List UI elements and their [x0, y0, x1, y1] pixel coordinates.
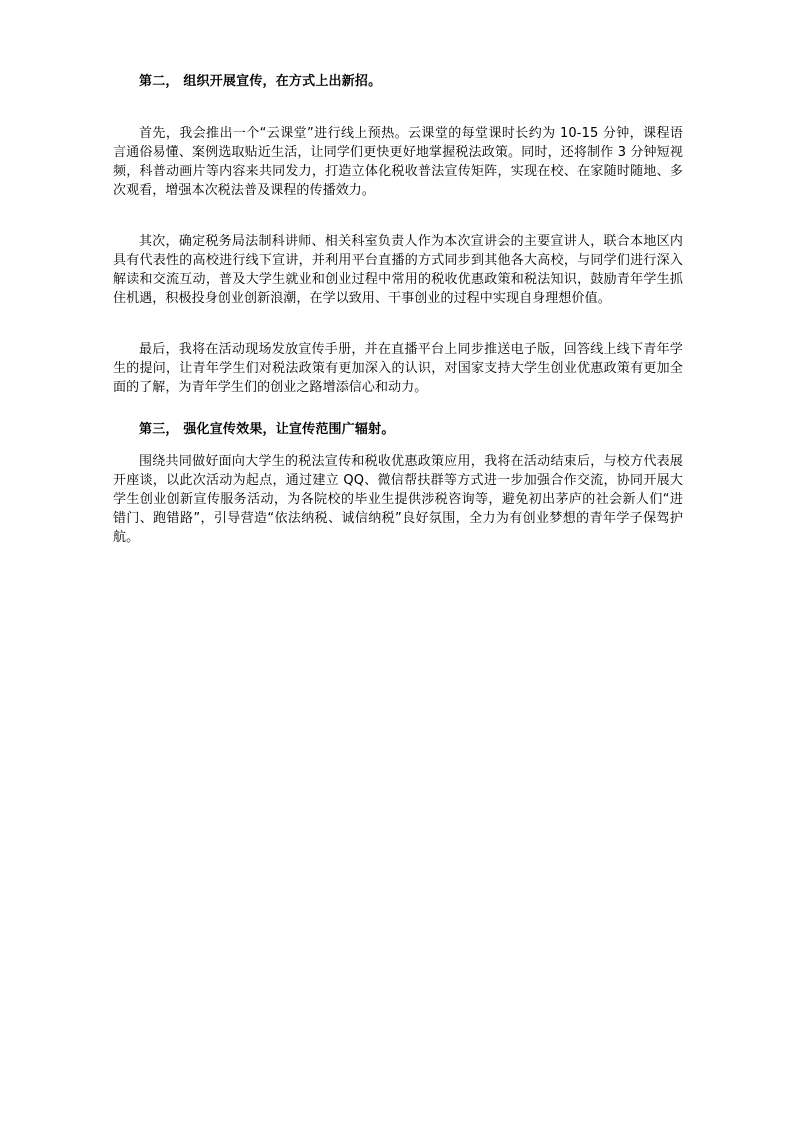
paragraph-cloud-classroom: 首先，我会推出一个“云课堂”进行线上预热。云课堂的每堂课时长约为 10-15 分钟，课程语言通俗易懂、案例选取贴近生活，让同学们更快更好地掌握税法政策。同时，还将制作 3 分钟短视频，科普动画片等内容来共同发力，打造立体化税收普法宣传矩阵，实现在校、在家随时随地、多次观看，增强本次税法普及课程的传播效力。 — [113, 126, 683, 198]
paragraph-offline-lectures: 其次，确定税务局法制科讲师、相关科室负责人作为本次宣讲会的主要宣讲人，联合本地区内具有代表性的高校进行线下宣讲，并利用平台直播的方式同步到其他各大高校，与同学们进行深入解读和交流互动，普及大学生就业和创业过程中常用的税收优惠政策和税法知识，鼓励青年学生抓住机遇，积极投身创业创新浪潮，在学以致用、干事创业的过程中实现自身理想价值。 — [113, 234, 683, 306]
spacer — [113, 440, 683, 452]
section-heading-3: 第三， 强化宣传效果，让宣传范围广辐射。 — [139, 422, 395, 437]
spacer — [113, 308, 683, 340]
section-heading-2: 第二， 组织开展宣传，在方式上出新招。 — [139, 74, 382, 89]
paragraph-cooperation: 围绕共同做好面向大学生的税法宣传和税收优惠政策应用，我将在活动结束后，与校方代表展开座谈，以此次活动为起点，通过建立 QQ、微信帮扶群等方式进一步加强合作交流，协同开展大学生创业创新宣传服务活动，为各院校的毕业生提供涉税咨询等，避免初出茅庐的社会新人们“进错门、跑错路”，引导营造“依法纳税、诚信纳税”良好氛围，全力为有创业梦想的青年学子保驾护航。 — [113, 454, 683, 545]
spacer — [113, 397, 683, 420]
spacer — [113, 92, 683, 124]
document-body — [113, 72, 683, 547]
paragraph-handbooks: 最后，我将在活动现场发放宣传手册，并在直播平台上同步推送电子版，回答线上线下青年学生的提问，让青年学生们对税法政策有更加深入的认识，对国家支持大学生创业优惠政策有更加全面的了解，为青年学生们的创业之路增添信心和动力。 — [113, 342, 683, 395]
spacer — [113, 200, 683, 232]
